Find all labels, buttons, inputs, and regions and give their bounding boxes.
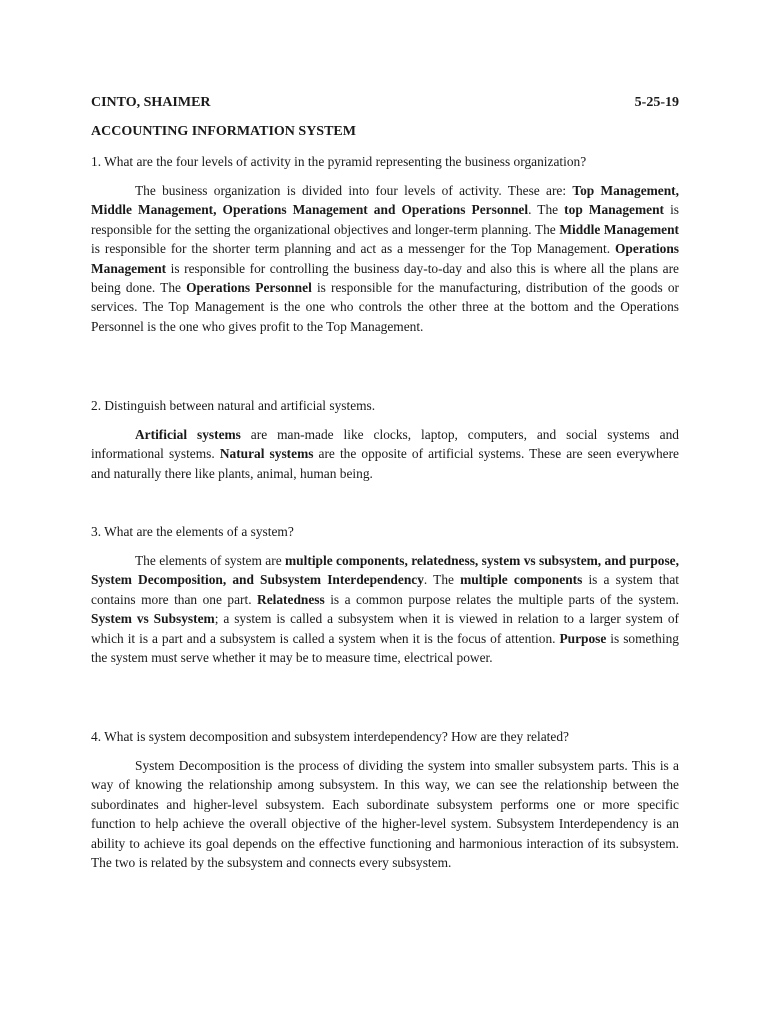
answer-text: The business organization is divided into four levels of activity. These are: — [135, 183, 573, 198]
question-4: 4. What is system decomposition and subsystem interdependency? How are they related? — [91, 729, 569, 744]
answer-text: are the opposite of artificial systems. These are seen everywhere and naturally there like plants, animal, human being. — [91, 446, 679, 481]
answer-text: is responsible for controlling the business day-to-day and also this is where all the plans are being done. The — [91, 260, 679, 296]
answer-text: is responsible for the manufacturing, distribution of the goods or services. The Top Management is the one who controls the other three at the bottom and the Operations Personnel is the one who gives profit to the Top Management. — [91, 280, 679, 334]
answer-3 — [91, 551, 679, 667]
bold-term: System vs Subsystem — [91, 611, 215, 627]
answer-2 — [91, 425, 679, 483]
bold-term: Artificial systems — [135, 427, 241, 442]
answer-text: are man-made like clocks, laptop, computers, and social systems and informational systems. — [91, 427, 679, 462]
answer-text: The elements of system are — [135, 553, 286, 568]
answer-text: is a system that contains more than one part. — [91, 572, 680, 607]
bold-term: Top Management, Middle Management, Operations Management and Operations Personnel — [91, 183, 679, 218]
question-1: 1. What are the four levels of activity in the pyramid representing the business organization? — [91, 154, 587, 169]
answer-text: System Decomposition is the process of dividing the system into smaller subsystem parts. This is a way of knowing the relationship among subsystem. In this way, we can see the relationship between the subordinates and higher-level subsystem. Each subordinate subsystem performs one or more specific function to help achieve the overall objective of the higher-level system. Subsystem Interdependency is an ability to achieve its goal depends on the effective functioning and harmonious interaction of its subsystem. The two is related by the subsystem and connects every subsystem. — [91, 758, 679, 871]
author-name: CINTO, SHAIMER — [91, 95, 211, 110]
answer-text: is responsible for the shorter term planning and act as a messenger for the Top Management. — [91, 241, 616, 257]
answer-text: ; a system is called a subsystem when it is viewed in relation to a larger system of which it is a part and a subsystem is called a system when it is the focus of attention. — [91, 611, 679, 646]
document-header — [91, 93, 679, 113]
document-title: ACCOUNTING INFORMATION SYSTEM — [91, 124, 356, 139]
bold-term: Operations Management — [91, 241, 679, 276]
answer-text: is something the system must serve whether it may be to measure time, electrical power. — [91, 630, 679, 666]
bold-term: multiple components, relatedness, system vs subsystem, and purpose, System Decomposition, and Subsystem Interdependency — [91, 553, 679, 588]
bold-term: Middle Management — [559, 221, 679, 237]
bold-term: Operations Personnel — [186, 280, 312, 296]
document-date: 5-25-19 — [634, 95, 679, 110]
answer-4 — [91, 756, 679, 872]
answer-1 — [91, 181, 679, 336]
question-3: 3. What are the elements of a system? — [91, 524, 294, 539]
answer-text: . The — [423, 572, 461, 588]
answer-text: is a common purpose relates the multiple parts of the system. — [324, 591, 679, 607]
bold-term: Purpose — [559, 630, 607, 646]
bold-term: multiple components — [460, 572, 583, 588]
answer-text: . The — [528, 202, 565, 218]
question-2: 2. Distinguish between natural and artificial systems. — [91, 398, 376, 413]
bold-term: Relatedness — [257, 591, 325, 607]
answer-text: is responsible for the setting the organizational objectives and longer-term planning. The — [91, 202, 679, 237]
bold-term: top Management — [564, 202, 664, 218]
bold-term: Natural systems — [219, 446, 314, 462]
